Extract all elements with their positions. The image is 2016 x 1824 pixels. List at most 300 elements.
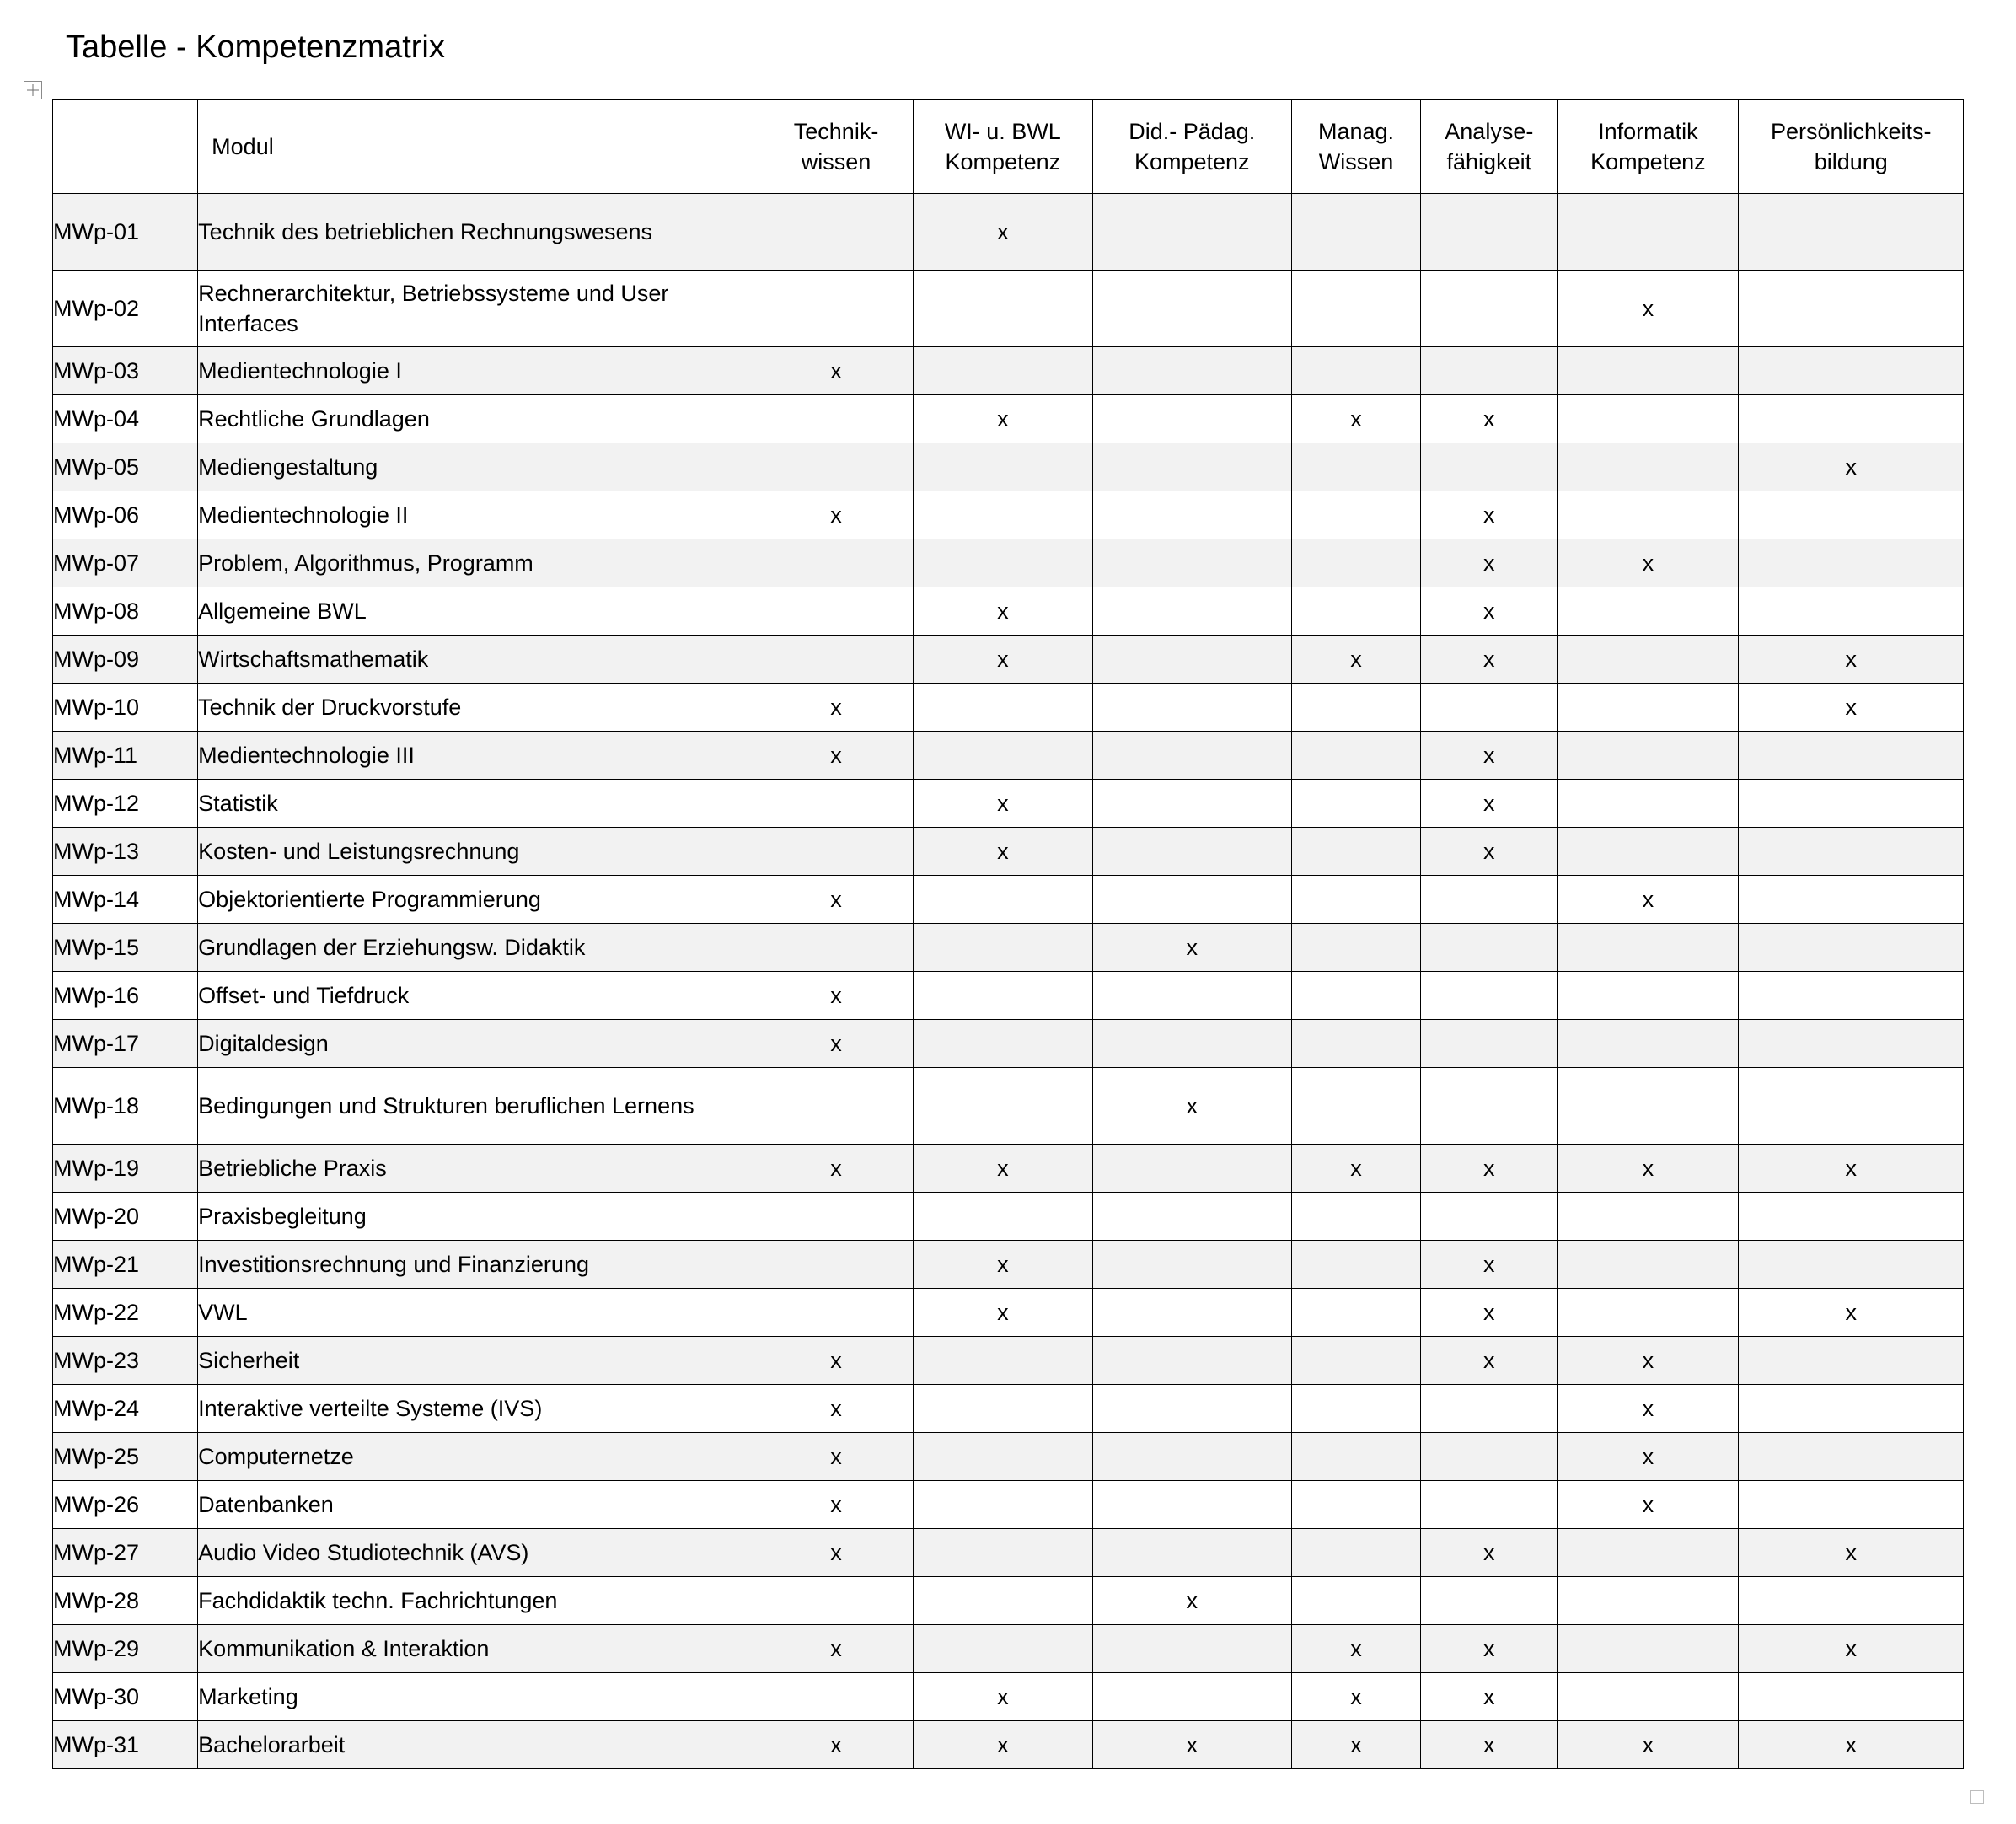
row-competency-mark <box>1291 972 1421 1020</box>
row-module-name: Betriebliche Praxis <box>198 1145 759 1193</box>
table-row <box>53 1385 1964 1433</box>
row-competency-mark: x <box>759 347 913 395</box>
row-competency-mark: x <box>913 1145 1092 1193</box>
row-competency-mark <box>913 1068 1092 1145</box>
row-module-name: Kosten- und Leistungsrechnung <box>198 828 759 876</box>
row-module-id: MWp-14 <box>53 876 198 924</box>
row-competency-mark <box>1558 491 1739 539</box>
row-competency-mark: x <box>1558 1145 1739 1193</box>
row-module-id: MWp-28 <box>53 1577 198 1625</box>
row-module-id: MWp-20 <box>53 1193 198 1241</box>
row-competency-mark <box>1739 876 1964 924</box>
row-competency-mark: x <box>759 1433 913 1481</box>
table-row <box>53 924 1964 972</box>
row-competency-mark <box>1558 1068 1739 1145</box>
row-competency-mark: x <box>913 1241 1092 1289</box>
row-competency-mark: x <box>759 1145 913 1193</box>
row-competency-mark: x <box>1558 271 1739 347</box>
row-competency-mark <box>1092 1673 1291 1721</box>
row-competency-mark: x <box>1558 1337 1739 1385</box>
table-row <box>53 347 1964 395</box>
row-competency-mark <box>1092 1020 1291 1068</box>
row-module-id: MWp-07 <box>53 539 198 587</box>
row-competency-mark <box>1291 539 1421 587</box>
row-module-id: MWp-24 <box>53 1385 198 1433</box>
row-competency-mark: x <box>759 876 913 924</box>
row-competency-mark <box>1291 491 1421 539</box>
table-row <box>53 780 1964 828</box>
row-competency-mark <box>913 1577 1092 1625</box>
row-competency-mark <box>1291 780 1421 828</box>
row-competency-mark: x <box>1291 1721 1421 1769</box>
row-module-name: Grundlagen der Erziehungsw. Didaktik <box>198 924 759 972</box>
row-competency-mark <box>913 491 1092 539</box>
row-module-id: MWp-26 <box>53 1481 198 1529</box>
row-competency-mark: x <box>1421 636 1558 684</box>
row-competency-mark <box>1739 1481 1964 1529</box>
row-competency-mark <box>1092 587 1291 636</box>
row-module-id: MWp-13 <box>53 828 198 876</box>
table-row <box>53 491 1964 539</box>
row-module-id: MWp-21 <box>53 1241 198 1289</box>
row-competency-mark <box>1421 271 1558 347</box>
row-competency-mark <box>1092 1193 1291 1241</box>
row-competency-mark: x <box>1739 684 1964 732</box>
row-competency-mark <box>759 1068 913 1145</box>
row-module-name: VWL <box>198 1289 759 1337</box>
table-row <box>53 443 1964 491</box>
row-module-name: Audio Video Studiotechnik (AVS) <box>198 1529 759 1577</box>
row-competency-mark <box>1421 1577 1558 1625</box>
row-competency-mark: x <box>1421 539 1558 587</box>
row-module-name: Marketing <box>198 1673 759 1721</box>
row-competency-mark: x <box>759 1385 913 1433</box>
header-line-2: Kompetenz <box>1134 149 1250 174</box>
table-row <box>53 636 1964 684</box>
row-competency-mark <box>1558 443 1739 491</box>
row-competency-mark <box>759 271 913 347</box>
row-competency-mark <box>1092 1337 1291 1385</box>
row-competency-mark <box>1291 1577 1421 1625</box>
row-competency-mark <box>913 732 1092 780</box>
row-competency-mark <box>1092 1433 1291 1481</box>
row-competency-mark <box>1739 972 1964 1020</box>
row-module-name: Medientechnologie II <box>198 491 759 539</box>
table-row <box>53 1068 1964 1145</box>
row-competency-mark <box>759 395 913 443</box>
row-competency-mark: x <box>1558 1433 1739 1481</box>
row-module-id: MWp-31 <box>53 1721 198 1769</box>
row-competency-mark <box>1421 876 1558 924</box>
row-competency-mark <box>913 924 1092 972</box>
row-competency-mark <box>1092 194 1291 271</box>
row-competency-mark <box>1421 1193 1558 1241</box>
row-competency-mark: x <box>913 828 1092 876</box>
row-module-name: Rechnerarchitektur, Betriebssysteme und User Interfaces <box>198 271 759 347</box>
row-module-name: Bachelorarbeit <box>198 1721 759 1769</box>
row-competency-mark <box>1092 491 1291 539</box>
row-module-name: Sicherheit <box>198 1337 759 1385</box>
row-competency-mark <box>759 1193 913 1241</box>
row-competency-mark <box>1421 1385 1558 1433</box>
row-competency-mark: x <box>913 1289 1092 1337</box>
row-competency-mark: x <box>759 1481 913 1529</box>
row-competency-mark: x <box>1739 1145 1964 1193</box>
row-competency-mark <box>1558 347 1739 395</box>
row-competency-mark <box>913 347 1092 395</box>
row-competency-mark <box>759 1577 913 1625</box>
row-competency-mark <box>1558 684 1739 732</box>
row-competency-mark <box>1558 828 1739 876</box>
row-module-id: MWp-25 <box>53 1433 198 1481</box>
row-competency-mark <box>1558 972 1739 1020</box>
row-competency-mark: x <box>1092 1068 1291 1145</box>
header-competency-wi-bwl <box>913 100 1092 194</box>
row-competency-mark: x <box>913 1721 1092 1769</box>
row-competency-mark: x <box>1291 1145 1421 1193</box>
row-competency-mark <box>1558 1020 1739 1068</box>
row-competency-mark <box>1092 395 1291 443</box>
row-competency-mark <box>1291 587 1421 636</box>
table-row <box>53 1721 1964 1769</box>
row-competency-mark: x <box>1739 1721 1964 1769</box>
row-competency-mark: x <box>1092 924 1291 972</box>
row-competency-mark <box>1092 1145 1291 1193</box>
row-module-id: MWp-18 <box>53 1068 198 1145</box>
row-module-name: Offset- und Tiefdruck <box>198 972 759 1020</box>
row-module-name: Investitionsrechnung und Finanzierung <box>198 1241 759 1289</box>
table-row <box>53 194 1964 271</box>
row-module-name: Wirtschaftsmathematik <box>198 636 759 684</box>
row-competency-mark <box>1739 1241 1964 1289</box>
row-competency-mark <box>1092 1625 1291 1673</box>
row-competency-mark: x <box>759 1625 913 1673</box>
table-row <box>53 1020 1964 1068</box>
row-competency-mark <box>1092 732 1291 780</box>
row-competency-mark <box>1421 347 1558 395</box>
row-competency-mark <box>1558 732 1739 780</box>
row-competency-mark <box>1739 1020 1964 1068</box>
row-competency-mark <box>1739 1193 1964 1241</box>
row-competency-mark <box>1092 1529 1291 1577</box>
table-row <box>53 1577 1964 1625</box>
table-row <box>53 395 1964 443</box>
row-competency-mark <box>913 1020 1092 1068</box>
row-competency-mark <box>1291 347 1421 395</box>
row-competency-mark <box>1291 1020 1421 1068</box>
row-competency-mark: x <box>1558 1481 1739 1529</box>
row-competency-mark <box>1421 1433 1558 1481</box>
row-module-id: MWp-23 <box>53 1337 198 1385</box>
row-competency-mark <box>1421 1020 1558 1068</box>
page-end-marker <box>1970 1790 1984 1804</box>
row-competency-mark <box>1092 347 1291 395</box>
row-competency-mark: x <box>1739 1289 1964 1337</box>
row-module-name: Kommunikation & Interaktion <box>198 1625 759 1673</box>
table-row <box>53 1337 1964 1385</box>
row-competency-mark <box>1421 924 1558 972</box>
row-competency-mark <box>1739 1337 1964 1385</box>
table-row <box>53 1673 1964 1721</box>
row-module-name: Technik der Druckvorstufe <box>198 684 759 732</box>
row-module-name: Interaktive verteilte Systeme (IVS) <box>198 1385 759 1433</box>
row-competency-mark <box>1739 194 1964 271</box>
row-module-name: Praxisbegleitung <box>198 1193 759 1241</box>
row-competency-mark <box>913 1193 1092 1241</box>
row-competency-mark <box>1291 194 1421 271</box>
row-competency-mark: x <box>1291 1625 1421 1673</box>
row-competency-mark <box>1092 876 1291 924</box>
row-module-name: Objektorientierte Programmierung <box>198 876 759 924</box>
row-competency-mark <box>1092 972 1291 1020</box>
row-competency-mark <box>1291 732 1421 780</box>
header-module: Modul <box>198 100 759 194</box>
row-module-name: Digitaldesign <box>198 1020 759 1068</box>
row-competency-mark: x <box>1421 1721 1558 1769</box>
move-table-handle-icon[interactable] <box>24 81 42 99</box>
row-competency-mark <box>913 271 1092 347</box>
header-line-2: bildung <box>1814 149 1888 174</box>
header-line-2: fähigkeit <box>1446 149 1532 174</box>
row-competency-mark <box>1558 780 1739 828</box>
row-competency-mark <box>1739 395 1964 443</box>
row-competency-mark: x <box>1421 1625 1558 1673</box>
header-line-1: Did.- Pädag. <box>1129 119 1256 144</box>
row-module-name: Computernetze <box>198 1433 759 1481</box>
row-competency-mark <box>759 539 913 587</box>
row-competency-mark <box>759 636 913 684</box>
table-row <box>53 732 1964 780</box>
row-competency-mark: x <box>1739 636 1964 684</box>
row-module-id: MWp-19 <box>53 1145 198 1193</box>
row-competency-mark <box>1092 684 1291 732</box>
row-competency-mark <box>1739 1577 1964 1625</box>
row-module-name: Statistik <box>198 780 759 828</box>
table-row <box>53 1625 1964 1673</box>
row-competency-mark <box>1092 828 1291 876</box>
row-competency-mark <box>1558 587 1739 636</box>
row-competency-mark <box>1291 876 1421 924</box>
row-competency-mark <box>1092 780 1291 828</box>
row-competency-mark <box>913 1481 1092 1529</box>
row-competency-mark <box>1421 443 1558 491</box>
row-competency-mark <box>1558 1625 1739 1673</box>
row-competency-mark <box>1739 780 1964 828</box>
row-competency-mark <box>1291 1529 1421 1577</box>
row-competency-mark <box>1739 828 1964 876</box>
row-competency-mark: x <box>1558 1721 1739 1769</box>
row-module-id: MWp-11 <box>53 732 198 780</box>
table-row <box>53 1289 1964 1337</box>
table-row <box>53 828 1964 876</box>
row-module-id: MWp-05 <box>53 443 198 491</box>
row-competency-mark <box>1421 1481 1558 1529</box>
row-competency-mark <box>1092 443 1291 491</box>
header-line-1: Persönlichkeits- <box>1770 119 1932 144</box>
row-module-id: MWp-03 <box>53 347 198 395</box>
row-competency-mark <box>913 684 1092 732</box>
table-row <box>53 539 1964 587</box>
row-competency-mark <box>759 1241 913 1289</box>
row-competency-mark: x <box>1092 1577 1291 1625</box>
row-competency-mark: x <box>1558 1385 1739 1433</box>
row-competency-mark <box>1092 1241 1291 1289</box>
header-competency-analysefaehigkeit <box>1421 100 1558 194</box>
row-competency-mark <box>913 876 1092 924</box>
header-line-1: WI- u. BWL <box>944 119 1061 144</box>
page-title: Tabelle - Kompetenzmatrix <box>66 30 445 65</box>
header-competency-technikwissen <box>759 100 913 194</box>
row-competency-mark: x <box>1739 1529 1964 1577</box>
row-competency-mark <box>1739 1673 1964 1721</box>
row-module-name: Technik des betrieblichen Rechnungswesens <box>198 194 759 271</box>
row-competency-mark: x <box>1421 491 1558 539</box>
row-competency-mark <box>1558 1673 1739 1721</box>
row-competency-mark <box>1092 539 1291 587</box>
header-line-1: Informatik <box>1598 119 1698 144</box>
row-competency-mark <box>913 1433 1092 1481</box>
table-row <box>53 587 1964 636</box>
row-competency-mark: x <box>1739 1625 1964 1673</box>
header-competency-did-paedag <box>1092 100 1291 194</box>
row-module-id: MWp-12 <box>53 780 198 828</box>
row-competency-mark <box>1291 1193 1421 1241</box>
row-competency-mark <box>1092 636 1291 684</box>
row-competency-mark: x <box>1421 1673 1558 1721</box>
row-module-name: Medientechnologie III <box>198 732 759 780</box>
row-module-id: MWp-06 <box>53 491 198 539</box>
row-competency-mark <box>1421 972 1558 1020</box>
row-competency-mark <box>759 194 913 271</box>
row-competency-mark <box>1739 587 1964 636</box>
row-module-id: MWp-22 <box>53 1289 198 1337</box>
row-competency-mark <box>913 1625 1092 1673</box>
row-competency-mark <box>1739 924 1964 972</box>
row-competency-mark <box>1739 539 1964 587</box>
row-competency-mark <box>1421 194 1558 271</box>
header-line-1: Analyse- <box>1445 119 1534 144</box>
table-row <box>53 1529 1964 1577</box>
row-competency-mark: x <box>913 780 1092 828</box>
row-competency-mark: x <box>1421 395 1558 443</box>
row-module-name: Datenbanken <box>198 1481 759 1529</box>
table-row <box>53 1433 1964 1481</box>
cross-icon <box>24 82 41 99</box>
row-competency-mark: x <box>759 732 913 780</box>
row-competency-mark <box>759 828 913 876</box>
row-competency-mark <box>759 1673 913 1721</box>
row-competency-mark <box>1739 1433 1964 1481</box>
row-competency-mark <box>759 780 913 828</box>
row-competency-mark <box>1421 1068 1558 1145</box>
row-module-id: MWp-01 <box>53 194 198 271</box>
table-row <box>53 1193 1964 1241</box>
row-module-id: MWp-27 <box>53 1529 198 1577</box>
row-competency-mark <box>1558 395 1739 443</box>
table-header <box>53 100 1964 194</box>
row-competency-mark <box>1291 1241 1421 1289</box>
row-competency-mark <box>1739 1385 1964 1433</box>
row-competency-mark: x <box>759 491 913 539</box>
row-competency-mark: x <box>1421 780 1558 828</box>
row-competency-mark <box>1558 924 1739 972</box>
row-competency-mark: x <box>1421 1145 1558 1193</box>
row-competency-mark <box>1291 924 1421 972</box>
header-id <box>53 100 198 194</box>
row-competency-mark <box>1291 1385 1421 1433</box>
row-competency-mark <box>1291 1289 1421 1337</box>
row-competency-mark: x <box>1421 1289 1558 1337</box>
row-competency-mark <box>1291 828 1421 876</box>
header-competency-manag-wissen <box>1291 100 1421 194</box>
row-competency-mark: x <box>1421 1241 1558 1289</box>
header-line-1: Technik- <box>793 119 879 144</box>
row-module-id: MWp-15 <box>53 924 198 972</box>
row-competency-mark <box>759 924 913 972</box>
row-competency-mark: x <box>913 587 1092 636</box>
row-module-name: Bedingungen und Strukturen beruflichen Lernens <box>198 1068 759 1145</box>
row-competency-mark <box>913 1337 1092 1385</box>
row-competency-mark: x <box>1421 828 1558 876</box>
row-module-name: Fachdidaktik techn. Fachrichtungen <box>198 1577 759 1625</box>
row-competency-mark: x <box>1739 443 1964 491</box>
row-module-name: Rechtliche Grundlagen <box>198 395 759 443</box>
row-module-name: Problem, Algorithmus, Programm <box>198 539 759 587</box>
row-competency-mark: x <box>759 972 913 1020</box>
row-module-id: MWp-29 <box>53 1625 198 1673</box>
row-module-id: MWp-08 <box>53 587 198 636</box>
row-module-id: MWp-30 <box>53 1673 198 1721</box>
row-competency-mark: x <box>759 1529 913 1577</box>
row-competency-mark: x <box>759 1721 913 1769</box>
row-competency-mark: x <box>1092 1721 1291 1769</box>
row-competency-mark: x <box>759 1020 913 1068</box>
row-competency-mark: x <box>1421 1529 1558 1577</box>
header-line-2: Kompetenz <box>945 149 1061 174</box>
row-module-name: Allgemeine BWL <box>198 587 759 636</box>
table-row <box>53 684 1964 732</box>
row-module-id: MWp-16 <box>53 972 198 1020</box>
row-competency-mark <box>1558 1529 1739 1577</box>
row-competency-mark: x <box>759 1337 913 1385</box>
row-module-name: Medientechnologie I <box>198 347 759 395</box>
row-competency-mark <box>759 1289 913 1337</box>
row-competency-mark <box>1558 1193 1739 1241</box>
row-competency-mark <box>1291 1433 1421 1481</box>
row-competency-mark <box>759 443 913 491</box>
table-row <box>53 876 1964 924</box>
row-competency-mark <box>913 1385 1092 1433</box>
row-competency-mark <box>1421 684 1558 732</box>
row-module-id: MWp-09 <box>53 636 198 684</box>
row-module-id: MWp-17 <box>53 1020 198 1068</box>
header-line-1: Manag. <box>1317 119 1395 144</box>
row-competency-mark: x <box>1421 1337 1558 1385</box>
row-module-name: Mediengestaltung <box>198 443 759 491</box>
row-competency-mark <box>1291 1068 1421 1145</box>
row-competency-mark <box>1739 271 1964 347</box>
header-competency-informatik <box>1558 100 1739 194</box>
row-competency-mark <box>913 1529 1092 1577</box>
row-competency-mark <box>1739 732 1964 780</box>
kompetenzmatrix-table <box>52 99 1964 1769</box>
row-competency-mark: x <box>1558 539 1739 587</box>
header-line-2: Wissen <box>1318 149 1394 174</box>
row-competency-mark <box>1291 1337 1421 1385</box>
row-competency-mark: x <box>1421 732 1558 780</box>
row-competency-mark: x <box>1291 1673 1421 1721</box>
row-competency-mark <box>1739 347 1964 395</box>
